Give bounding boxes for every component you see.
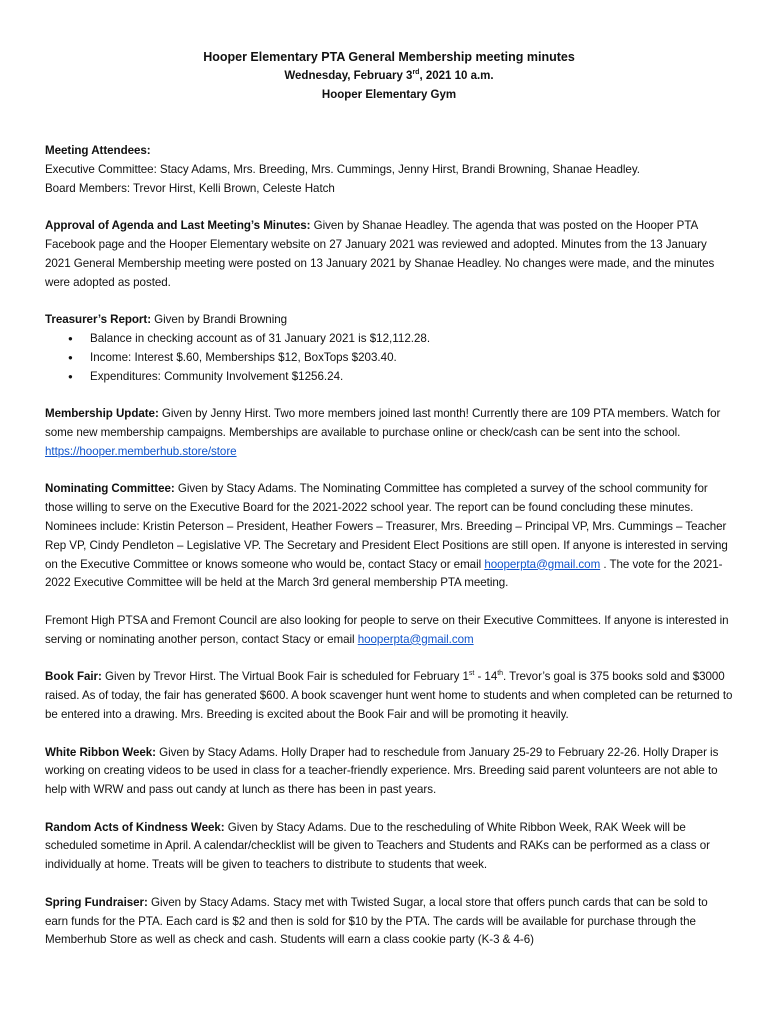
fundraiser-text: Given by Stacy Adams. Stacy met with Twisted Sugar, a local store that offers punch cards that can be sold to earn funds for the PTA. Each card is $2 and then is sold for $10 by the PTA. The cards will be available for purchase through the Memberhub Store as well as check and cash. Students will earn a class cookie party (K-3 & 4-6) (45, 895, 708, 947)
fremont-text: Fremont High PTSA and Fremont Council are also looking for people to serve on their Executive Committees. If anyone is interested in serving or nominating another person, contact Stacy or email (45, 613, 729, 646)
minutes-document (45, 48, 733, 950)
meeting-location: Hooper Elementary Gym (321, 89, 457, 101)
meeting-date (45, 67, 733, 86)
list-item: ● Expenditures: Community Involvement $1256.24. (90, 368, 733, 387)
fundraiser-section (45, 894, 733, 950)
fremont-section (45, 612, 733, 650)
whiteribbon-section (45, 744, 733, 800)
membership-section (45, 405, 733, 461)
treasurer-list (45, 330, 733, 386)
rak-heading: Random Acts of Kindness Week: (45, 820, 225, 834)
email-link[interactable]: hooperpta@gmail.com (357, 632, 474, 646)
rak-text: Given by Stacy Adams. Due to the rescheduling of White Ribbon Week, RAK Week will be scheduled sometime in April. A calendar/checklist will be given to Teachers and Students and RAKs can be performed as a class or individually at home. Treats will be given to teachers to distribute to students that week. (45, 820, 710, 872)
executive-committee-list: Executive Committee: Stacy Adams, Mrs. Breeding, Mrs. Cummings, Jenny Hirst, Brandi Browning, Shanae Headley. (45, 162, 640, 176)
bookfair-heading: Book Fair: (45, 670, 102, 684)
nominating-vote-text: . The vote for the 2021-2022 Executive Committee will be held at the March 3rd general membership PTA meeting. (45, 557, 723, 590)
fundraiser-heading: Spring Fundraiser: (45, 895, 148, 909)
bookfair-range: - 14 (474, 670, 498, 684)
approval-text: Given by Shanae Headley. The agenda that was posted on the Hooper PTA Facebook page and the Hooper Elementary website on 27 January 2021 was reviewed and adopted. Minutes from the 13 January 2021 General Membership meeting were posted on 13 January 2021 by Shanae Headley. No changes were made, and the minutes were adopted as posted. (45, 219, 715, 289)
treasurer-section (45, 311, 733, 330)
whiteribbon-text: Given by Stacy Adams. Holly Draper had to reschedule from January 25-29 to February 22-26. Holly Draper is working on creating videos to be used in class for a teacher-friendly experience. Mrs. Breeding said parent volunteers are not able to help with WRW and pass out candy at lunch as there has been in past years. (45, 745, 719, 797)
rak-section (45, 819, 733, 875)
whiteribbon-heading: White Ribbon Week: (45, 745, 156, 759)
bookfair-section (45, 668, 733, 724)
nominating-heading: Nominating Committee: (45, 482, 175, 496)
email-link[interactable]: hooperpta@gmail.com (484, 557, 601, 571)
approval-section (45, 217, 733, 292)
bookfair-text: Given by Trevor Hirst. The Virtual Book Fair is scheduled for February 1 (101, 670, 469, 684)
treasurer-text: Given by Brandi Browning (151, 313, 288, 327)
attendees-section (45, 142, 733, 198)
memberhub-store-link[interactable]: https://hooper.memberhub.store/store (45, 444, 237, 458)
approval-heading: Approval of Agenda and Last Meeting’s Minutes: (45, 219, 311, 233)
date-time: , 2021 10 a.m. (419, 70, 494, 82)
bookfair-details: . Trevor’s goal is 375 books sold and $3000 raised. As of today, the fair has generated $600. A book scavenger hunt went home to students and when completed can be returned to be entered into a drawing. Mrs. Breeding is excited about the Book Fair and will be promoting it heavily. (45, 670, 733, 721)
attendees-heading: Meeting Attendees: (45, 144, 151, 157)
document-title: Hooper Elementary PTA General Membership meeting minutes (203, 50, 575, 64)
membership-heading: Membership Update: (45, 407, 159, 421)
date-text: Wednesday, February 3 (284, 70, 413, 82)
list-item: ● Balance in checking account as of 31 January 2021 is $12,112.28. (90, 330, 733, 349)
board-members-list: Board Members: Trevor Hirst, Kelli Brown, Celeste Hatch (45, 181, 335, 195)
membership-text: Given by Jenny Hirst. Two more members joined last month! Currently there are 109 PTA members. Watch for some new membership campaigns. Memberships are available to purchase online or check/cash can be sent into the school. (45, 407, 721, 439)
list-item: ● Income: Interest $.60, Memberships $12, BoxTops $203.40. (90, 349, 733, 368)
ordinal-sup: st (468, 670, 475, 678)
nominating-section (45, 480, 733, 593)
nominating-text: Given by Stacy Adams. The Nominating Committee has completed a survey of the school community for those willing to serve on the Executive Board for the 2021-2022 school year. The report can be found concluding these minutes. (45, 482, 708, 515)
treasurer-heading: Treasurer’s Report: (45, 313, 152, 327)
nominees-text: Nominees include: Kristin Peterson – President, Heather Fowers – Treasurer, Mrs. Breeding – Principal VP, Mrs. Cummings – Teacher Rep VP, Cindy Pendleton – Legislative VP. The Secretary and President Elect Positions are still open. If anyone is interested in serving on the Executive Committee or knows someone who would be, contact Stacy or email (45, 519, 728, 571)
ordinal-sup: th (497, 670, 503, 678)
date-ordinal: rd (412, 69, 420, 77)
